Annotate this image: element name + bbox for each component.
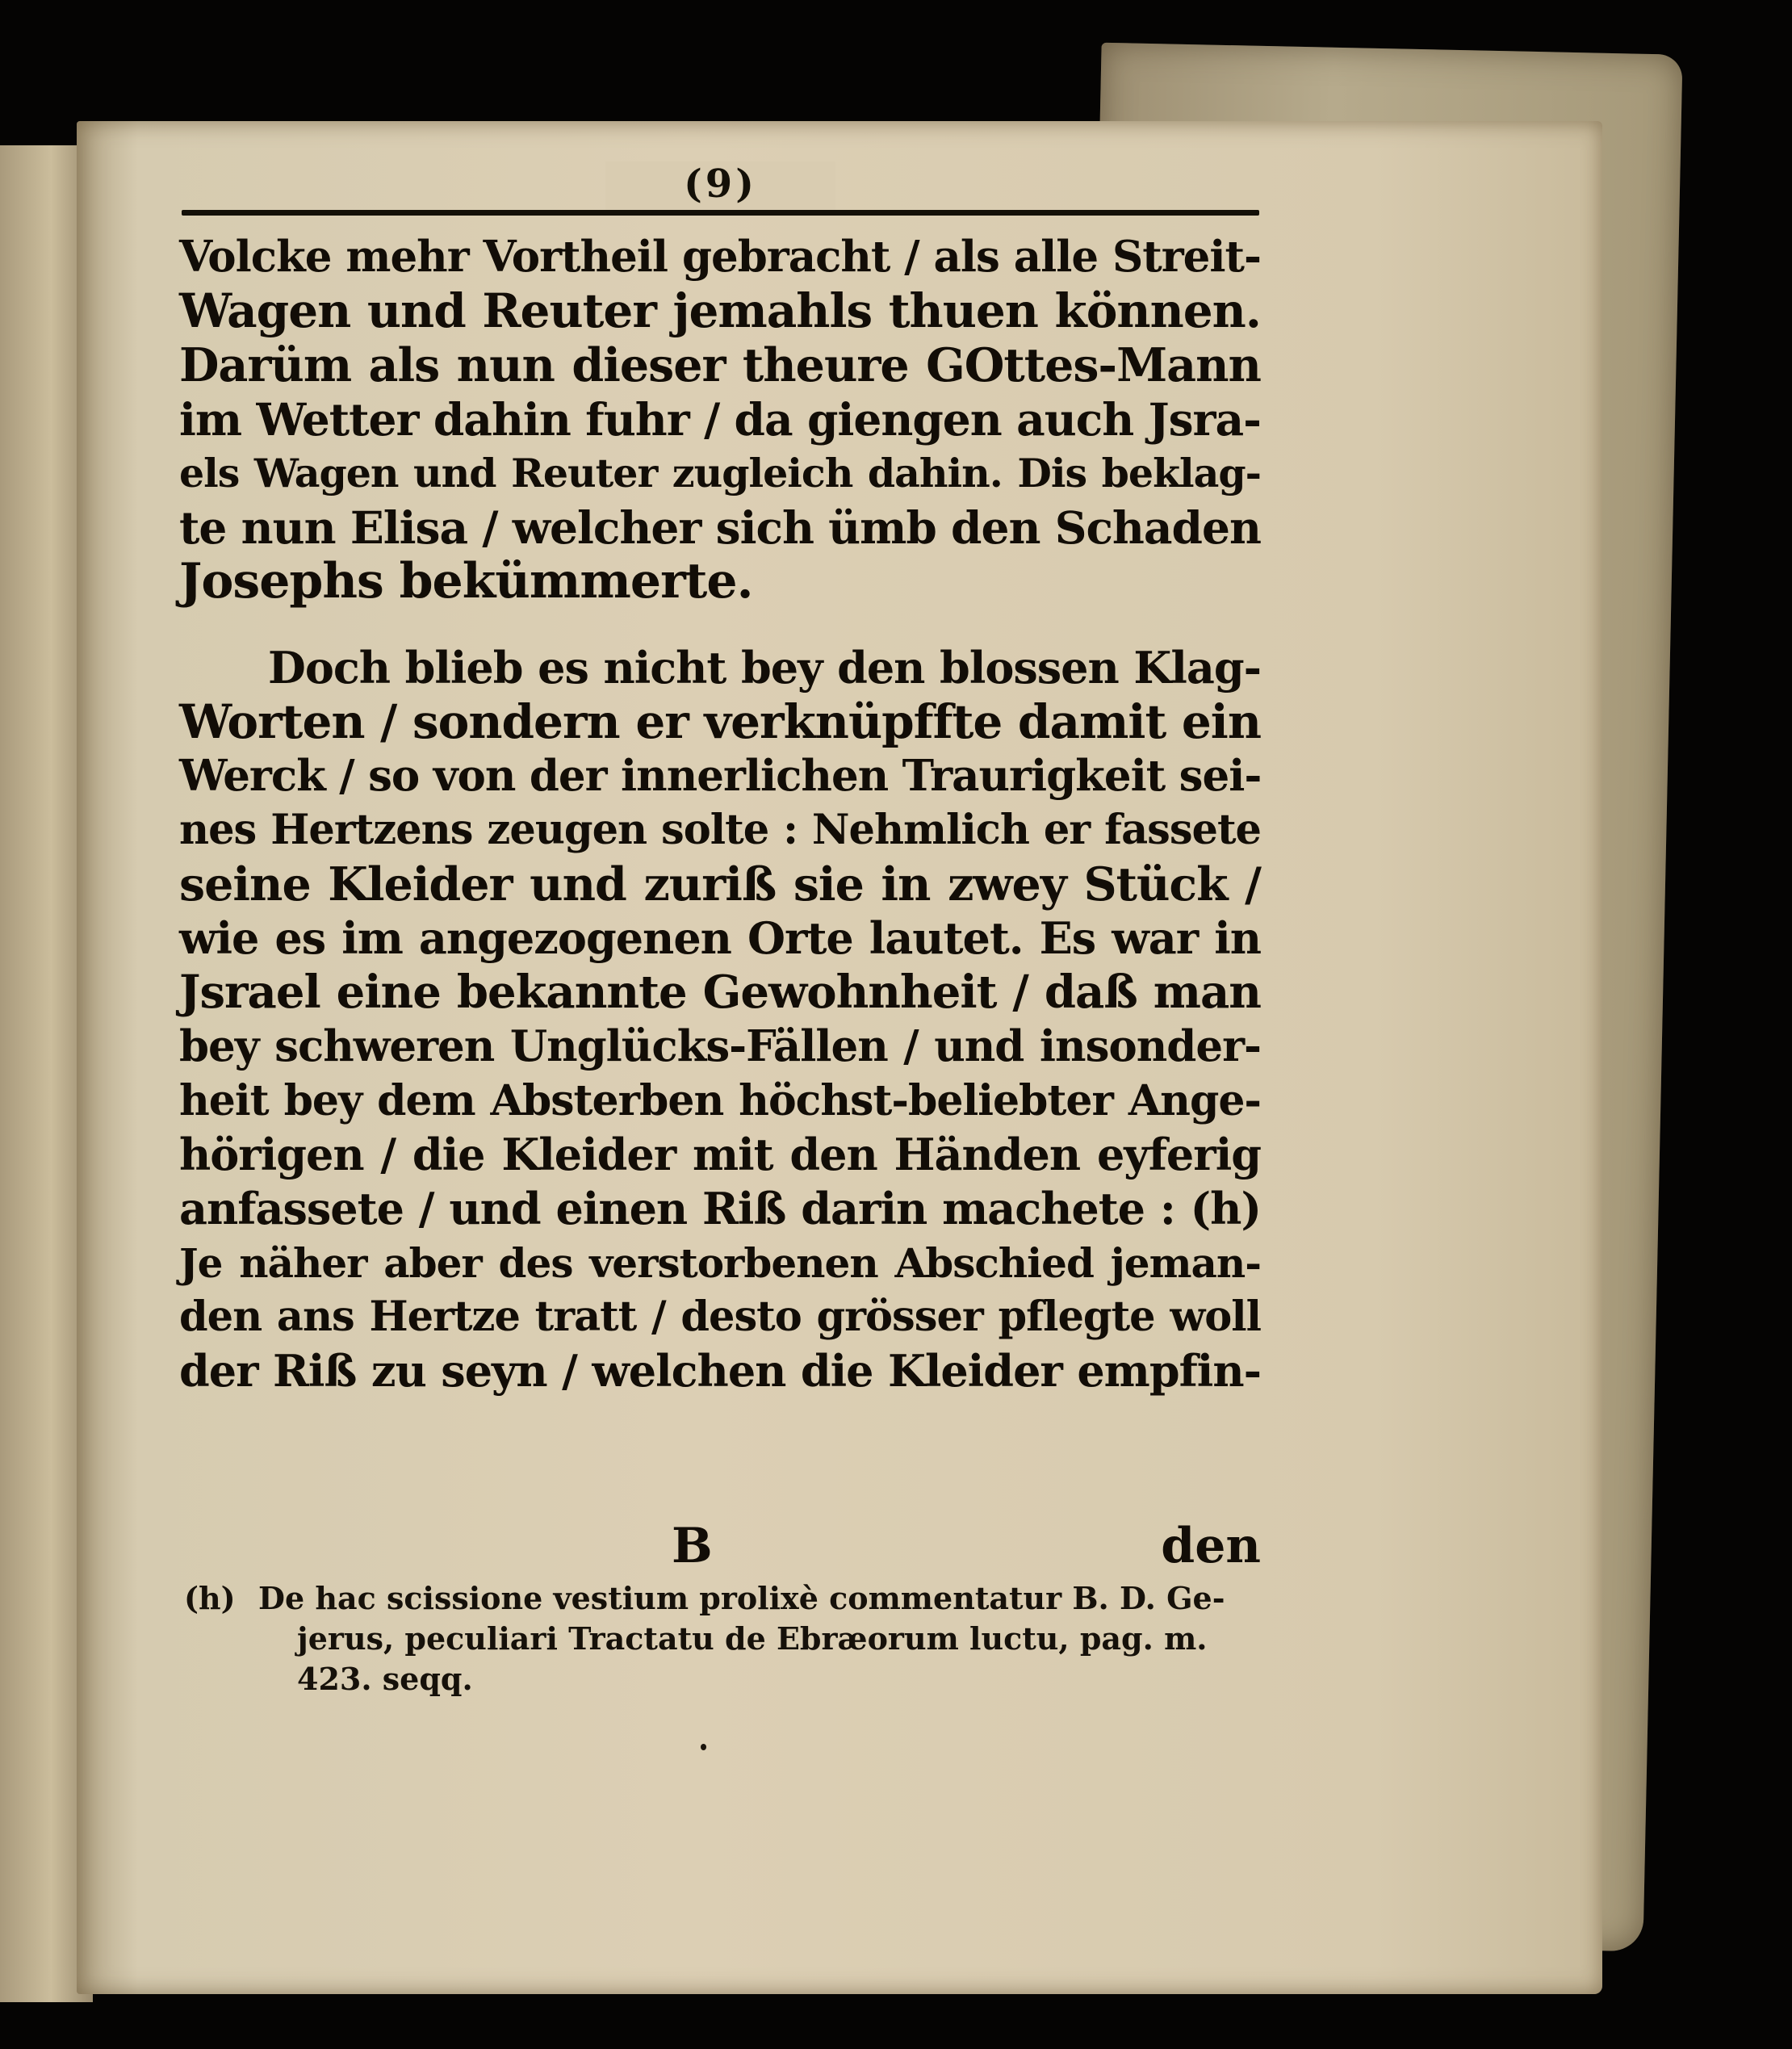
footnote-line bbox=[184, 1578, 1262, 1619]
body-text bbox=[179, 230, 1261, 1398]
page-header bbox=[182, 161, 1259, 222]
text-line: te nun Elisa / welcher sich ümb den Schaden bbox=[179, 501, 1261, 554]
text-line: Doch blieb es nicht bey den blossen Klag- bbox=[268, 642, 1261, 693]
text-line: den ans Hertze tratt / desto grösser pflegte woll bbox=[179, 1293, 1261, 1341]
paper-speck bbox=[701, 1744, 706, 1750]
signature-mark: B bbox=[672, 1518, 713, 1574]
text-line: nes Hertzens zeugen solte : Nehmlich er fassete bbox=[179, 806, 1261, 854]
header-rule bbox=[182, 210, 1259, 216]
text-line: bey schweren Unglücks-Fällen / und insonder- bbox=[179, 1021, 1261, 1071]
text-line: im Wetter dahin fuhr / da giengen auch Jsra- bbox=[179, 393, 1261, 446]
text-line: heit bey dem Absterben höchst-beliebter Ange- bbox=[179, 1076, 1261, 1125]
text-line: Josephs bekümmerte. bbox=[179, 553, 753, 610]
text-line: anfassete / und einen Riß darin machete : (h) bbox=[179, 1183, 1261, 1234]
footnote-text: De hac scissione vestium prolixè commentatur B. D. Ge- bbox=[258, 1580, 1225, 1616]
text-line: Darüm als nun dieser theure GOttes-Mann bbox=[179, 338, 1261, 392]
text-line: Werck / so von der innerlichen Traurigkeit sei- bbox=[179, 751, 1262, 801]
text-line: der Riß zu seyn / welchen die Kleider empfin- bbox=[179, 1345, 1261, 1397]
text-line: wie es im angezogenen Orte lautet. Es war in bbox=[179, 912, 1261, 964]
footnote-line: jerus, peculiari Tractatu de Ebræorum luctu, pag. m. bbox=[297, 1620, 1208, 1657]
text-line: Volcke mehr Vortheil gebracht / als alle Streit- bbox=[179, 232, 1261, 282]
text-line: els Wagen und Reuter zugleich dahin. Dis beklag- bbox=[179, 450, 1261, 497]
text-line: hörigen / die Kleider mit den Händen eyferig bbox=[179, 1129, 1261, 1180]
paragraph-gap bbox=[179, 609, 1261, 641]
page-number: (9) bbox=[605, 161, 835, 210]
footnote-marker: (h) bbox=[184, 1580, 236, 1616]
footnote bbox=[184, 1578, 1262, 1699]
text-line: Je näher aber des verstorbenen Abschied jeman- bbox=[179, 1239, 1261, 1287]
text-line: Worten / sondern er verknüpffte damit ein bbox=[179, 694, 1261, 749]
text-line: Jsrael eine bekannte Gewohnheit / daß man bbox=[179, 966, 1261, 1019]
footnote-line: 423. seqq. bbox=[297, 1661, 473, 1697]
catchword: den bbox=[1161, 1518, 1261, 1574]
signature-row bbox=[179, 1518, 1261, 1574]
text-line: seine Kleider und zuriß sie in zwey Stück / bbox=[179, 857, 1261, 911]
text-line: Wagen und Reuter jemahls thuen können. bbox=[179, 283, 1261, 338]
